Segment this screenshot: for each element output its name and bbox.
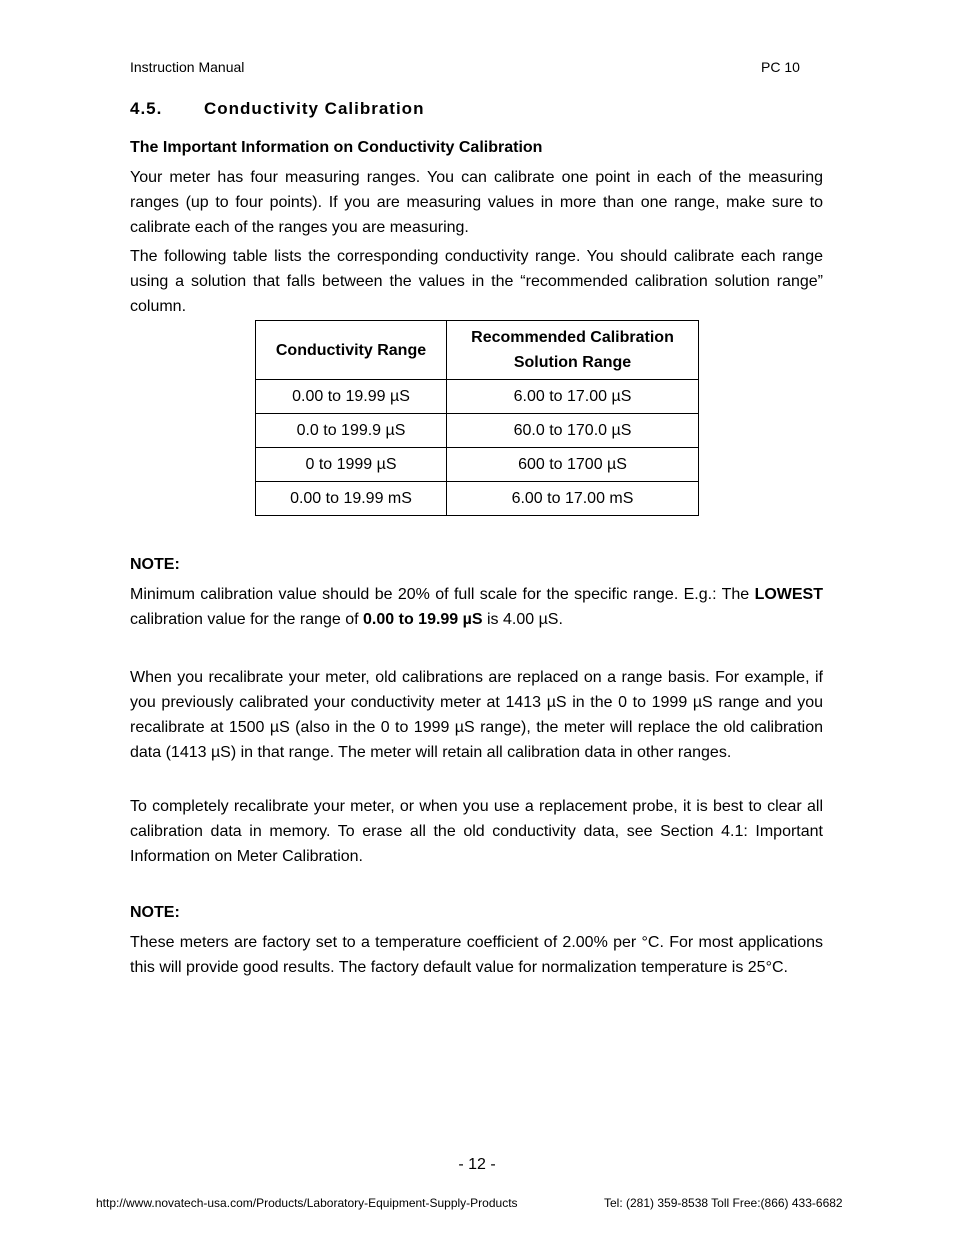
section-title [130,99,424,119]
section-title-text: Conductivity Calibration [204,99,425,118]
table-cell: 60.0 to 170.0 µS [447,414,699,448]
table-cell: 0 to 1999 µS [256,448,447,482]
table-cell: 0.00 to 19.99 µS [256,380,447,414]
header-recommended-text: Recommended Calibration Solution Range [471,329,674,371]
note-heading-2: NOTE: [130,904,180,921]
table-row [256,380,699,414]
table-row [256,414,699,448]
section-number: 4.5. [130,99,163,118]
footer-contact: Tel: (281) 359-8538 Toll Free:(866) 433-6682 [604,1196,843,1210]
header-conductivity-range: Conductivity Range [256,321,447,380]
header-left: Instruction Manual [130,59,245,75]
header-right: PC 10 [761,59,800,75]
calibration-table [255,320,699,516]
note1-bold-lowest: LOWEST [754,586,823,603]
paragraph-clear-data: To completely recalibrate your meter, or when you use a replacement probe, it is best to clear all calibration data in memory. To erase all the old conductivity data, see Section 4.1: Important Information on Meter Calibration. [130,798,823,865]
subheading: The Important Information on Conductivity Calibration [130,139,543,156]
note-temperature-coefficient: These meters are factory set to a temperature coefficient of 2.00% per °C. For most applications this will provide good results. The factory default value for normalization temperature is 25°C. [130,934,823,976]
paragraph-ranges: Your meter has four measuring ranges. You can calibrate one point in each of the measuring ranges (up to four points). If you are measuring values in more than one range, make sure to calibrate each of the ranges you are measuring. [130,169,823,236]
note1-part2: calibration value for the range of [130,611,364,628]
note-heading-1: NOTE: [130,556,180,573]
note-minimum-calibration [130,582,823,632]
table-cell: 6.00 to 17.00 mS [447,482,699,516]
page-number: - 12 - [458,1156,496,1173]
note1-part3: is 4.00 µS. [482,611,563,628]
footer-url: http://www.novatech-usa.com/Products/Laboratory-Equipment-Supply-Products [96,1196,518,1210]
table-row [256,448,699,482]
note1-part1: Minimum calibration value should be 20% of full scale for the specific range. E.g.: The [130,586,755,603]
paragraph-table-intro: The following table lists the corresponding conductivity range. You should calibrate each range using a solution that falls between the values in the “recommended calibration solution range” column. [130,248,823,315]
table-cell: 600 to 1700 µS [447,448,699,482]
table-row [256,482,699,516]
table-cell: 0.0 to 199.9 µS [256,414,447,448]
paragraph-recalibrate: When you recalibrate your meter, old calibrations are replaced on a range basis. For example, if you previously calibrated your conductivity meter at 1413 µS in the 0 to 1999 µS range and you recalibrate at 1500 µS (also in the 0 to 1999 µS range), the meter will replace the old calibration data (1413 µS) in that range. The meter will retain all calibration data in other ranges. [130,669,823,761]
note1-bold-range: 0.00 to 19.99 µS [363,611,483,628]
table-header-row [256,321,699,380]
table-cell: 0.00 to 19.99 mS [256,482,447,516]
header-recommended-range [447,321,699,380]
table-cell: 6.00 to 17.00 µS [447,380,699,414]
